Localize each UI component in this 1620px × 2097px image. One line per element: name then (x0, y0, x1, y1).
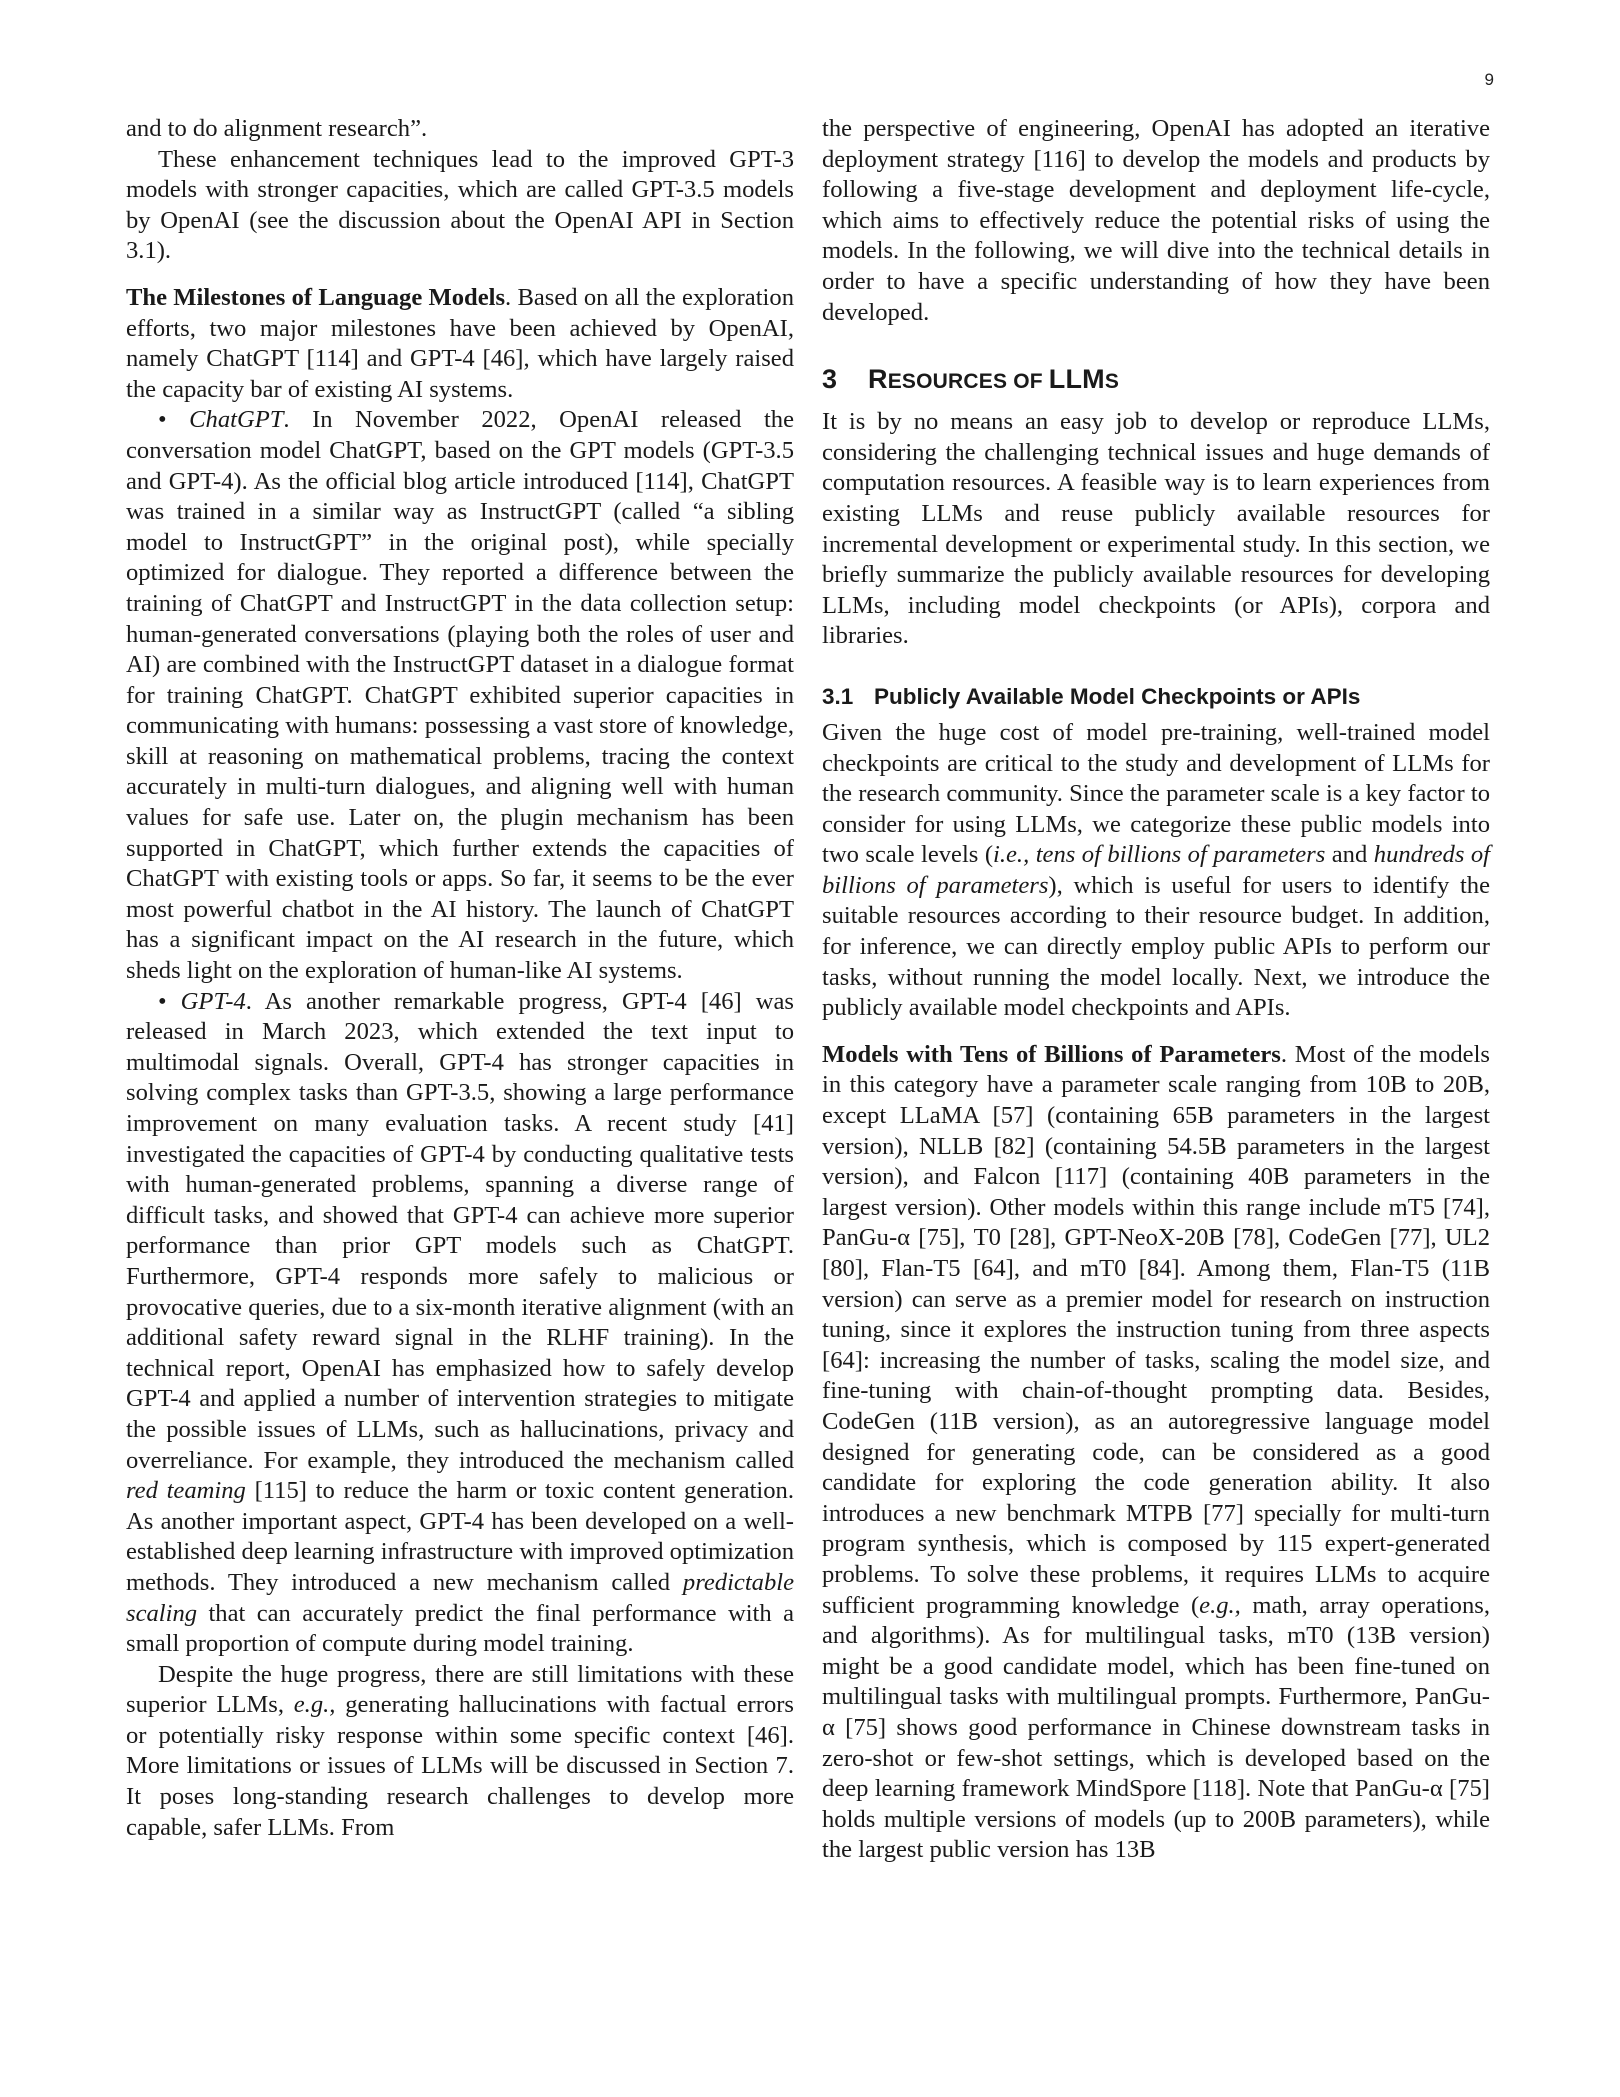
hundreds-of-billions-term: hundreds of billions of parameters (822, 841, 1490, 899)
tens-text-b: math, array operations, and algorithms). As for multilingual tasks, mT0 (13B version) might be a good candidate model, which has been fine-tuned on multilingual tasks with multilingual prompts. Furthermore, PanGu-α [75] shows good performance in Chinese downstream tasks in zero-shot or few-shot settings, which is developed based on the deep learning framework MindSpore [118]. Note that PanGu-α [75] holds multiple versions of models (up to 200B parameters), while the largest public version has 13B (822, 1591, 1490, 1864)
section-title-part: R (868, 364, 888, 395)
red-teaming-term: red teaming (126, 1477, 246, 1505)
tens-of-billions-term: i.e., tens of billions of parameters (993, 841, 1326, 869)
subsection-number: 3.1 (822, 683, 854, 709)
paragraph-chatgpt (126, 405, 794, 986)
checkpoints-text-a: Given the huge cost of model pre-training, well-trained model checkpoints are critical to the study and development of LLMs for the research community. Since the parameter scale is a key factor to consider for using LLMs, we categorize these public models into two scale levels ( (822, 718, 1490, 869)
runin-heading-milestones: The Milestones of Language Models (126, 283, 506, 311)
paragraph-tens-of-billions (822, 1040, 1490, 1866)
chatgpt-label: ChatGPT (189, 406, 284, 434)
tens-text-a: . Most of the models in this category have a parameter scale ranging from 10B to 20B, except LLaMA [57] (containing 65B parameters in the largest version), NLLB [82] (containing 54.5B parameters in the largest version), and Falcon [117] (containing 40B parameters in the largest version). Other models within this range include mT5 [74], PanGu-α [75], T0 [28], GPT-NeoX-20B [78], CodeGen [77], UL2 [80], Flan-T5 [64], and mT0 [84]. Among them, Flan-T5 (11B version) can serve as a premier model for research on instruction tuning, since it explores the instruction tuning from three aspects [64]: increasing the number of tasks, scaling the model size, and fine-tuning with chain-of-thought prompting data. Besides, CodeGen (11B version), as an autoregressive language model designed for generating code, can be considered as a good candidate for exploring the code generation ability. It also introduces a new benchmark MTPB [77] specially for multi-turn program synthesis, which is composed by 115 expert-generated problems. To solve these problems, it requires LLMs to acquire sufficient programming knowledge ( (822, 1040, 1490, 1619)
bullet-icon: • (158, 406, 167, 434)
predictable-scaling-term: predictable scaling (126, 1568, 794, 1627)
section-title-part: LLM (1048, 364, 1105, 395)
bullet-icon: • (158, 987, 167, 1015)
left-column (126, 114, 794, 1843)
checkpoints-text-b: and (1325, 841, 1374, 869)
eg-abbrev: e.g., (293, 1691, 336, 1719)
milestones-text: . Based on all the exploration efforts, two major milestones have been achieved by OpenAI, namely ChatGPT [114] and GPT-4 [46], which have largely raised the capacity bar of existing AI systems. (126, 283, 794, 403)
gpt4-text-b: [115] to reduce the harm or toxic content generation. As another important aspect, GPT-4 has been developed on a well-established deep learning infrastructure with improved optimization methods. They introduced a new mechanism called (126, 1477, 794, 1596)
paragraph-checkpoints (822, 718, 1490, 1024)
paragraph-milestones (126, 283, 794, 405)
section-title-part: ESOURCES OF (887, 370, 1049, 394)
section-number: 3 (822, 364, 838, 395)
paragraph-engineering: the perspective of engineering, OpenAI has adopted an iterative deployment strategy [116] to develop the models and products by following a five-stage development and deployment life-cycle, which aims to effectively reduce the potential risks of using the models. In the following, we will dive into the technical details in order to have a specific understanding of how they have been developed. (822, 115, 1490, 326)
gpt4-text-a: . As another remarkable progress, GPT-4 [46] was released in March 2023, which extended the text input to multimodal signals. Overall, GPT-4 has stronger capacities in solving complex tasks than GPT-3.5, showing a large performance improvement on many evaluation tasks. A recent study [41] investigated the capacities of GPT-4 by conducting qualitative tests with human-generated problems, spanning a diverse range of difficult tasks, and showed that GPT-4 can achieve more superior performance than prior GPT models such as ChatGPT. Furthermore, GPT-4 responds more safely to malicious or provocative queries, due to a six-month iterative alignment (with an additional safety reward signal in the RLHF training). In the technical report, OpenAI has emphasized how to safely develop GPT-4 and applied a number of intervention strategies to mitigate the possible issues of LLMs, such as hallucinations, privacy and overreliance. For example, they introduced the mechanism called (126, 987, 794, 1474)
paragraph-gpt4 (126, 987, 794, 1660)
page-number: 9 (1484, 70, 1494, 89)
limitations-text-b: generating hallucinations with factual errors or potentially risky response within some specific context [46]. More limitations or issues of LLMs will be discussed in Section 7. It poses long-standing research challenges to develop more capable, safer LLMs. From (126, 1691, 794, 1841)
section-heading-3 (822, 362, 1490, 399)
paragraph-section3-intro: It is by no means an easy job to develop or reproduce LLMs, considering the challenging technical issues and huge demands of computation resources. A feasible way is to learn experiences from existing LLMs and reuse publicly available resources for incremental development or experimental study. In this section, we briefly summarize the publicly available resources for developing LLMs, including model checkpoints (or APIs), corpora and libraries. (822, 408, 1490, 650)
section-title-part: S (1104, 370, 1120, 394)
chatgpt-text: . In November 2022, OpenAI released the conversation model ChatGPT, based on the GPT models (GPT-3.5 and GPT-4). As the official blog article introduced [114], ChatGPT was trained in a similar way as InstructGPT (called “a sibling model to InstructGPT” in the original post), while specially optimized for dialogue. They reported a difference between the training of ChatGPT and InstructGPT in the data collection setup: human-generated conversations (playing both the roles of user and AI) are combined with the InstructGPT dataset in a dialogue format for training ChatGPT. ChatGPT exhibited superior capacities in communicating with humans: possessing a vast store of knowledge, skill at reasoning on mathematical problems, tracing the context accurately in multi-turn dialogues, and aligning well with human values for safe use. Later on, the plugin mechanism has been supported in ChatGPT, which further extends the capacities of ChatGPT with existing tools or apps. So far, it seems to be the ever most powerful chatbot in the AI history. The launch of ChatGPT has a significant impact on the AI research in the future, which sheds light on the exploration of human-like AI systems. (126, 406, 794, 985)
limitations-text-a: Despite the huge progress, there are still limitations with these superior LLMs, (126, 1660, 794, 1719)
right-column (822, 114, 1490, 1866)
paragraph-enhancement: These enhancement techniques lead to the improved GPT-3 models with stronger capacities, which are called GPT-3.5 models by OpenAI (see the discussion about the OpenAI API in Section 3.1). (126, 145, 794, 265)
runin-heading-tens-of-billions: Models with Tens of Billions of Parameters (822, 1040, 1281, 1068)
gpt4-label: GPT-4 (180, 987, 246, 1015)
gpt4-text-c: that can accurately predict the final performance with a small proportion of compute during model training. (126, 1599, 794, 1658)
paragraph-continuation: and to do alignment research”. (126, 115, 428, 142)
eg-abbrev: e.g., (1199, 1591, 1241, 1619)
paragraph-limitations (126, 1660, 794, 1844)
checkpoints-text-c: ), which is useful for users to identify the suitable resources according to their resource budget. In addition, for inference, we can directly employ public APIs to perform our tasks, without running the model locally. Next, we introduce the publicly available model checkpoints and APIs. (822, 871, 1491, 1022)
subsection-title: Publicly Available Model Checkpoints or APIs (874, 683, 1361, 709)
subsection-heading-3-1 (822, 682, 1490, 712)
